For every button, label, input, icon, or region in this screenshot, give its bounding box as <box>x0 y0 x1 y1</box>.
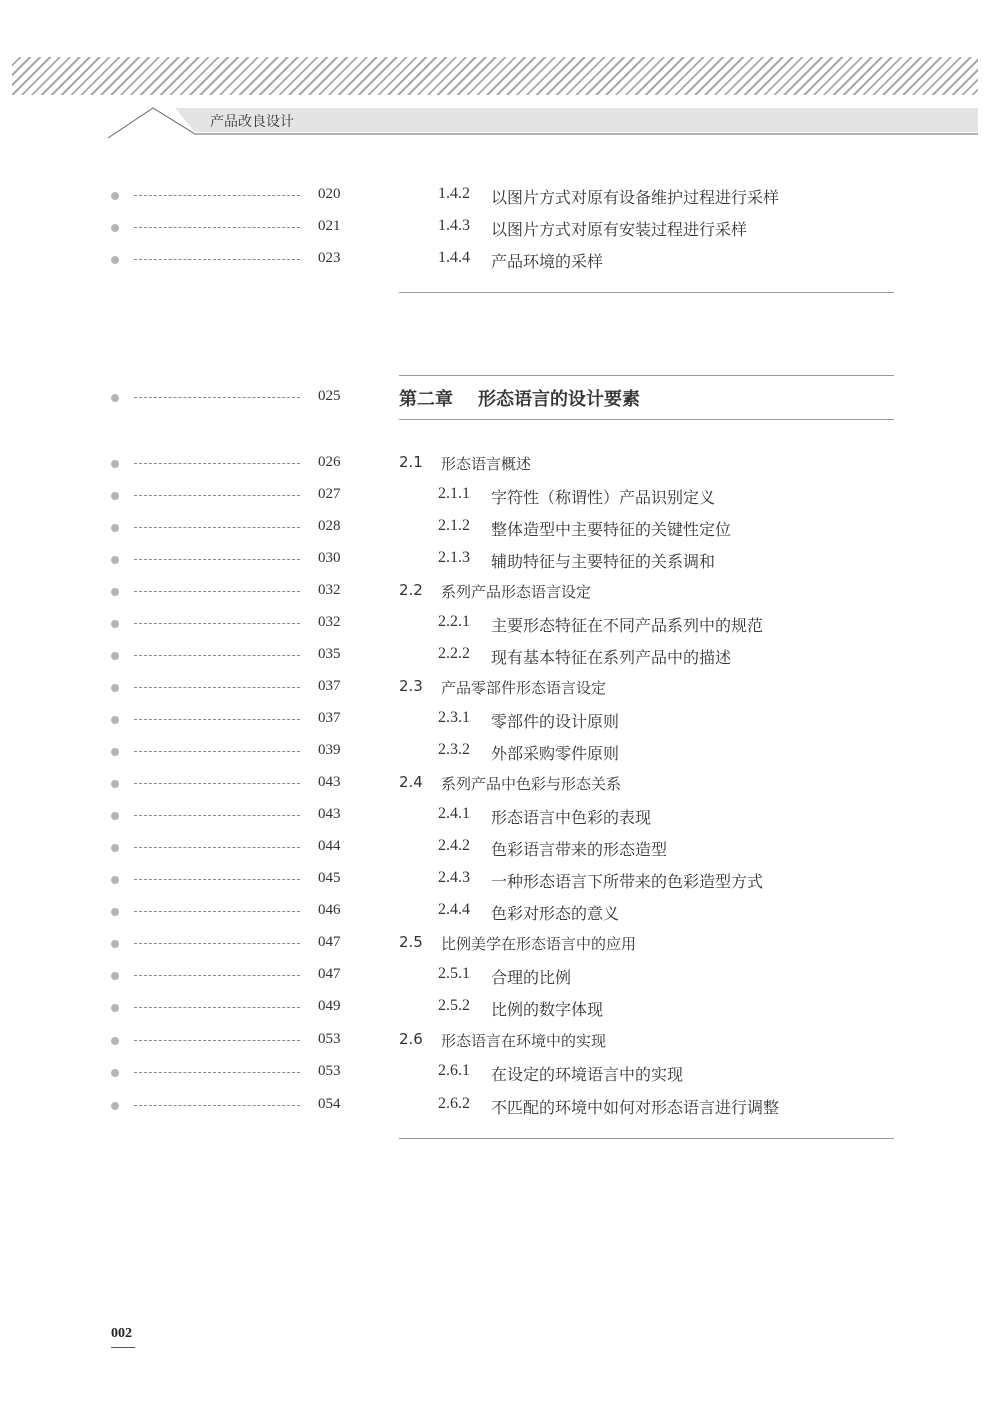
section-number: 2.6.1 <box>438 1062 470 1079</box>
section-number: 2.4.1 <box>438 805 470 822</box>
page-number: 045 <box>318 870 341 886</box>
section-title: 色彩对形态的意义 <box>491 904 620 923</box>
divider <box>399 375 894 376</box>
dotted-leader <box>134 783 300 784</box>
dotted-leader <box>134 623 300 624</box>
section-title: 产品环境的采样 <box>491 252 604 271</box>
section-title: 整体造型中主要特征的关键性定位 <box>491 520 732 539</box>
toc-entry[interactable] <box>0 772 992 796</box>
folio-page-number: 002 <box>111 1326 132 1341</box>
section-number: 1.4.2 <box>438 185 470 202</box>
dotted-leader <box>134 397 300 398</box>
page-number: 035 <box>318 646 341 662</box>
page-number: 028 <box>318 518 341 534</box>
page-number: 054 <box>318 1096 341 1112</box>
bullet-icon <box>111 652 119 660</box>
dotted-leader <box>134 195 300 196</box>
dotted-leader <box>134 879 300 880</box>
header-hatch-band <box>12 57 978 95</box>
bullet-icon <box>111 588 119 596</box>
section-number: 1.4.4 <box>438 249 470 266</box>
section-number: 2.3.2 <box>438 741 470 758</box>
bullet-icon <box>111 940 119 948</box>
dotted-leader <box>134 1105 300 1106</box>
toc-entry[interactable] <box>0 708 992 732</box>
dotted-leader <box>134 943 300 944</box>
section-number: 2.1 <box>399 453 423 471</box>
toc-entry[interactable] <box>0 804 992 828</box>
page-number: 053 <box>318 1031 341 1047</box>
page-number: 053 <box>318 1063 341 1079</box>
page-number: 032 <box>318 582 341 598</box>
header-shape <box>0 96 992 146</box>
dotted-leader <box>134 259 300 260</box>
section-number: 2.2.1 <box>438 613 470 630</box>
chapter-number: 第二章 <box>399 389 453 410</box>
section-number: 2.5.2 <box>438 997 470 1014</box>
dotted-leader <box>134 527 300 528</box>
toc-entry[interactable] <box>0 900 992 924</box>
bullet-icon <box>111 460 119 468</box>
section-title: 比例美学在形态语言中的应用 <box>441 935 637 953</box>
toc-entry[interactable] <box>0 740 992 764</box>
toc-entry[interactable] <box>0 216 992 240</box>
section-title: 以图片方式对原有安装过程进行采样 <box>491 220 748 239</box>
toc-entry[interactable] <box>0 516 992 540</box>
bullet-icon <box>111 972 119 980</box>
bullet-icon <box>111 620 119 628</box>
page-number: 046 <box>318 902 341 918</box>
section-title: 形态语言概述 <box>441 455 532 473</box>
dotted-leader <box>134 1007 300 1008</box>
bullet-icon <box>111 556 119 564</box>
section-number: 2.1.3 <box>438 549 470 566</box>
bullet-icon <box>111 1069 119 1077</box>
toc-entry[interactable] <box>0 868 992 892</box>
section-number: 2.5.1 <box>438 965 470 982</box>
section-number: 2.4.3 <box>438 869 470 886</box>
toc-entry[interactable] <box>0 836 992 860</box>
bullet-icon <box>111 684 119 692</box>
page-number: 020 <box>318 186 341 202</box>
bullet-icon <box>111 876 119 884</box>
dotted-leader <box>134 655 300 656</box>
page-number: 023 <box>318 250 341 266</box>
page-number: 037 <box>318 678 341 694</box>
page-number: 021 <box>318 218 341 234</box>
toc-entry[interactable] <box>0 996 992 1020</box>
dotted-leader <box>134 975 300 976</box>
header-band <box>0 96 992 146</box>
bullet-icon <box>111 1004 119 1012</box>
dotted-leader <box>134 911 300 912</box>
section-title: 合理的比例 <box>491 968 572 987</box>
page-number: 047 <box>318 934 341 950</box>
section-number: 2.2 <box>399 581 423 599</box>
dotted-leader <box>134 559 300 560</box>
page-number: 026 <box>318 454 341 470</box>
dotted-leader <box>134 1072 300 1073</box>
divider <box>399 1138 894 1139</box>
toc-entry[interactable] <box>0 644 992 668</box>
section-number: 2.4.2 <box>438 837 470 854</box>
section-title: 不匹配的环境中如何对形态语言进行调整 <box>491 1098 780 1117</box>
section-title: 零部件的设计原则 <box>491 712 620 731</box>
page-number: 027 <box>318 486 341 502</box>
toc-entry[interactable] <box>0 484 992 508</box>
section-number: 2.6 <box>399 1030 423 1048</box>
section-number: 2.6.2 <box>438 1095 470 1112</box>
section-number: 2.3 <box>399 677 423 695</box>
toc-entry[interactable] <box>0 964 992 988</box>
dotted-leader <box>134 751 300 752</box>
section-title: 主要形态特征在不同产品系列中的规范 <box>491 616 764 635</box>
running-header-title: 产品改良设计 <box>210 114 294 130</box>
page-number: 032 <box>318 614 341 630</box>
section-number: 2.3.1 <box>438 709 470 726</box>
dotted-leader <box>134 847 300 848</box>
section-number: 2.1.1 <box>438 485 470 502</box>
bullet-icon <box>111 844 119 852</box>
toc-entry[interactable] <box>0 1061 992 1085</box>
bullet-icon <box>111 492 119 500</box>
section-number: 2.5 <box>399 933 423 951</box>
bullet-icon <box>111 716 119 724</box>
page-number: 039 <box>318 742 341 758</box>
section-number: 2.4 <box>399 773 423 791</box>
section-title: 色彩语言带来的形态造型 <box>491 840 668 859</box>
section-title: 系列产品形态语言设定 <box>441 583 592 601</box>
page-number: 043 <box>318 774 341 790</box>
section-title: 在设定的环境语言中的实现 <box>491 1065 684 1084</box>
toc-entry[interactable] <box>0 676 992 700</box>
page-number: 037 <box>318 710 341 726</box>
bullet-icon <box>111 748 119 756</box>
dotted-leader <box>134 719 300 720</box>
bullet-icon <box>111 1102 119 1110</box>
toc-entry[interactable] <box>0 580 992 604</box>
toc-entry[interactable] <box>0 248 992 272</box>
bullet-icon <box>111 524 119 532</box>
bullet-icon <box>111 256 119 264</box>
section-number: 2.2.2 <box>438 645 470 662</box>
section-number: 2.4.4 <box>438 901 470 918</box>
section-title: 一种形态语言下所带来的色彩造型方式 <box>491 872 764 891</box>
divider <box>399 419 894 420</box>
section-title: 系列产品中色彩与形态关系 <box>441 775 622 793</box>
toc-entry[interactable] <box>0 548 992 572</box>
toc-entry[interactable] <box>0 1094 992 1118</box>
section-title: 辅助特征与主要特征的关系调和 <box>491 552 716 571</box>
page-number: 043 <box>318 806 341 822</box>
toc-entry[interactable] <box>0 1029 992 1053</box>
section-title: 产品零部件形态语言设定 <box>441 679 607 697</box>
section-title: 字符性（称谓性）产品识别定义 <box>491 488 716 507</box>
page-number: 025 <box>318 388 341 404</box>
toc-entry[interactable] <box>0 184 992 208</box>
bullet-icon <box>111 908 119 916</box>
bullet-icon <box>111 1037 119 1045</box>
dotted-leader <box>134 227 300 228</box>
page-number: 044 <box>318 838 341 854</box>
section-number: 2.1.2 <box>438 517 470 534</box>
dotted-leader <box>134 495 300 496</box>
toc-entry[interactable] <box>0 452 992 476</box>
section-title: 以图片方式对原有设备维护过程进行采样 <box>491 188 780 207</box>
page-number: 047 <box>318 966 341 982</box>
section-title: 外部采购零件原则 <box>491 744 620 763</box>
bullet-icon <box>111 780 119 788</box>
section-title: 形态语言中色彩的表现 <box>491 808 652 827</box>
bullet-icon <box>111 224 119 232</box>
dotted-leader <box>134 687 300 688</box>
section-title: 形态语言在环境中的实现 <box>441 1032 607 1050</box>
divider <box>399 292 894 293</box>
toc-chapter-entry[interactable] <box>0 386 992 410</box>
bullet-icon <box>111 812 119 820</box>
toc-entry[interactable] <box>0 932 992 956</box>
section-number: 1.4.3 <box>438 217 470 234</box>
bullet-icon <box>111 192 119 200</box>
dotted-leader <box>134 1040 300 1041</box>
section-title: 现有基本特征在系列产品中的描述 <box>491 648 732 667</box>
dotted-leader <box>134 815 300 816</box>
page-number: 049 <box>318 998 341 1014</box>
dotted-leader <box>134 463 300 464</box>
toc-entry[interactable] <box>0 612 992 636</box>
page-number: 030 <box>318 550 341 566</box>
bullet-icon <box>111 394 119 402</box>
section-title: 比例的数字体现 <box>491 1000 604 1019</box>
chapter-title: 形态语言的设计要素 <box>478 389 640 410</box>
folio-underline <box>111 1347 135 1348</box>
dotted-leader <box>134 591 300 592</box>
